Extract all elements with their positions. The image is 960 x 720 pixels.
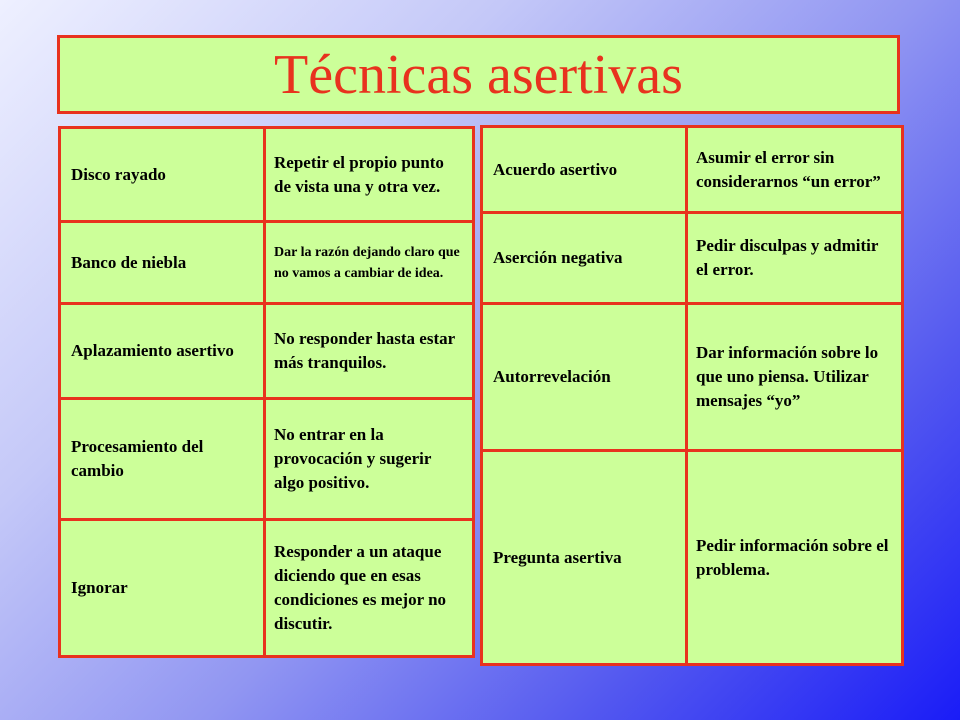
- table-row: [482, 304, 903, 451]
- technique-name: Aplazamiento asertivo: [60, 304, 265, 399]
- technique-name: Ignorar: [60, 520, 265, 657]
- technique-description: Dar información sobre lo que uno piensa. Utilizar mensajes “yo”: [687, 304, 903, 451]
- technique-description: Asumir el error sin considerarnos “un error”: [687, 127, 903, 213]
- table-row: [60, 128, 474, 222]
- technique-name: Pregunta asertiva: [482, 451, 687, 665]
- technique-description: Pedir información sobre el problema.: [687, 451, 903, 665]
- technique-name: Disco rayado: [60, 128, 265, 222]
- technique-name: Banco de niebla: [60, 222, 265, 304]
- table-row: [482, 213, 903, 304]
- technique-description: No entrar en la provocación y sugerir algo positivo.: [265, 399, 474, 520]
- title-box: [57, 35, 900, 114]
- technique-description: Responder a un ataque diciendo que en esas condiciones es mejor no discutir.: [265, 520, 474, 657]
- technique-description: Pedir disculpas y admitir el error.: [687, 213, 903, 304]
- table-row: [482, 127, 903, 213]
- page-title: Técnicas asertivas: [274, 43, 683, 106]
- technique-description: Dar la razón dejando claro que no vamos a cambiar de idea.: [265, 222, 474, 304]
- table-row: [60, 222, 474, 304]
- technique-name: Acuerdo asertivo: [482, 127, 687, 213]
- technique-description: Repetir el propio punto de vista una y otra vez.: [265, 128, 474, 222]
- technique-description: No responder hasta estar más tranquilos.: [265, 304, 474, 399]
- technique-name: Procesamiento del cambio: [60, 399, 265, 520]
- table-row: [482, 451, 903, 665]
- left-techniques-table: [58, 126, 475, 658]
- table-row: [60, 304, 474, 399]
- technique-name: Aserción negativa: [482, 213, 687, 304]
- right-techniques-table: [480, 125, 904, 666]
- technique-name: Autorrevelación: [482, 304, 687, 451]
- table-row: [60, 399, 474, 520]
- table-row: [60, 520, 474, 657]
